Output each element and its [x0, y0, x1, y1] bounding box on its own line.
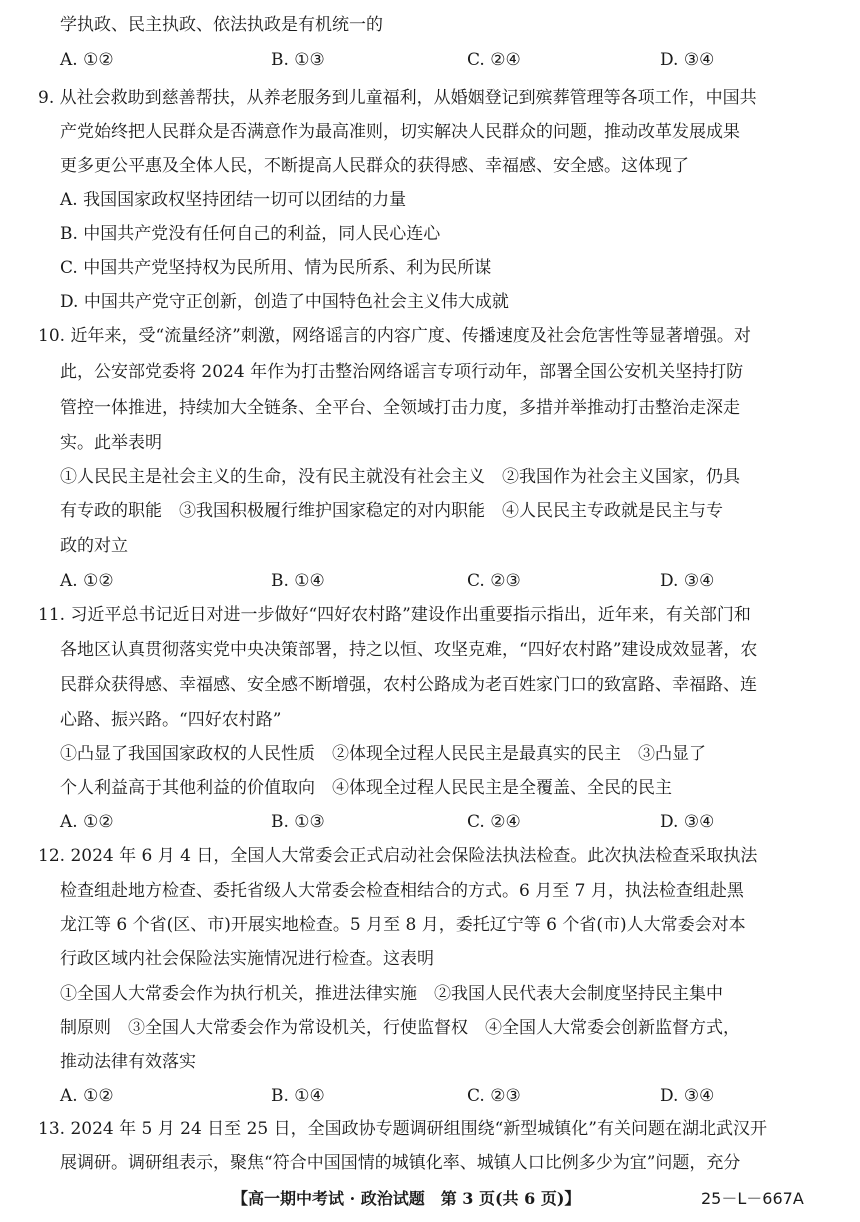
- q9-stem-line: 产党始终把人民群众是否满意作为最高准则，切实解决人民群众的问题，推动改革发展成果: [60, 122, 740, 142]
- q11-option-a: A. ①②: [60, 812, 114, 832]
- q11-statements-line: ①凸显了我国国家政权的人民性质 ②体现全过程人民民主是最真实的民主 ③凸显了: [60, 744, 706, 764]
- q9-choice-a: A. 我国国家政权坚持团结一切可以团结的力量: [60, 190, 407, 210]
- q12-option-d: D. ③④: [660, 1086, 715, 1106]
- q10-stem-line: 管控一体推进，持续加大全链条、全平台、全领域打击力度，多措并举推动打击整治走深走: [60, 398, 740, 418]
- q9-choice-d: D. 中国共产党守正创新，创造了中国特色社会主义伟大成就: [60, 292, 509, 312]
- q11-stem-line: 民群众获得感、幸福感、安全感不断增强，农村公路成为老百姓家门口的致富路、幸福路、连: [60, 675, 757, 695]
- q9-stem-line: 更多更公平惠及全体人民，不断提高人民群众的获得感、幸福感、安全感。这体现了: [60, 156, 689, 176]
- q10-statements-line: 有专政的职能 ③我国积极履行维护国家稳定的对内职能 ④人民民主专政就是民主与专: [60, 501, 723, 521]
- q9-stem-line: 9. 从社会救助到慈善帮扶，从养老服务到儿童福利，从婚姻登记到殡葬管理等各项工作，中国共: [38, 88, 757, 108]
- q12-statements-line: 制原则 ③全国人大常委会作为常设机关，行使监督权 ④全国人大常委会创新监督方式，: [60, 1018, 740, 1038]
- q8-option-c: C. ②④: [467, 50, 521, 70]
- q11-statements-line: 个人利益高于其他利益的价值取向 ④体现全过程人民民主是全覆盖、全民的民主: [60, 778, 672, 798]
- q12-stem-line: 行政区域内社会保险法实施情况进行检查。这表明: [60, 949, 434, 969]
- q10-option-a: A. ①②: [60, 571, 114, 591]
- q10-stem-line: 此，公安部党委将 2024 年作为打击整治网络谣言专项行动年，部署全国公安机关坚持打防: [60, 362, 744, 382]
- q10-stem-line: 实。此举表明: [60, 433, 162, 453]
- q10-option-c: C. ②③: [467, 571, 521, 591]
- q10-option-d: D. ③④: [660, 571, 715, 591]
- q12-option-a: A. ①②: [60, 1086, 114, 1106]
- q12-statements-line: ①全国人大常委会作为执行机关，推进法律实施 ②我国人民代表大会制度坚持民主集中: [60, 984, 723, 1004]
- q12-stem-line: 龙江等 6 个省(区、市)开展实地检查。5 月至 8 月，委托辽宁等 6 个省(市)人大常委会对本: [60, 915, 746, 935]
- q9-choice-c: C. 中国共产党坚持权为民所用、情为民所系、利为民所谋: [60, 258, 492, 278]
- q12-stem-line: 12. 2024 年 6 月 4 日，全国人大常委会正式启动社会保险法执法检查。此次执法检查采取执法: [38, 846, 758, 866]
- q11-option-b: B. ①③: [271, 812, 325, 832]
- q11-stem-line: 心路、振兴路。“四好农村路”: [60, 710, 282, 730]
- q9-choice-b: B. 中国共产党没有任何自己的利益，同人民心连心: [60, 224, 441, 244]
- q10-statements-line: 政的对立: [60, 536, 128, 556]
- q8-option-d: D. ③④: [660, 50, 715, 70]
- q12-stem-line: 检查组赴地方检查、委托省级人大常委会检查相结合的方式。6 月至 7 月，执法检查组赴黑: [60, 881, 744, 901]
- q13-stem-line: 展调研。调研组表示，聚焦“符合中国国情的城镇化率、城镇人口比例多少为宜”问题，充分: [60, 1153, 741, 1173]
- q12-option-c: C. ②③: [467, 1086, 521, 1106]
- q11-option-d: D. ③④: [660, 812, 715, 832]
- q10-statements-line: ①人民民主是社会主义的生命，没有民主就没有社会主义 ②我国作为社会主义国家，仍具: [60, 467, 740, 487]
- q8-option-a: A. ①②: [60, 50, 114, 70]
- q13-stem-line: 13. 2024 年 5 月 24 日至 25 日，全国政协专题调研组围绕“新型城镇化”有关问题在湖北武汉开: [38, 1119, 767, 1139]
- q10-option-b: B. ①④: [271, 571, 325, 591]
- q12-option-b: B. ①④: [271, 1086, 325, 1106]
- q11-stem-line: 11. 习近平总书记近日对进一步做好“四好农村路”建设作出重要指示指出，近年来，有关部门和: [38, 605, 751, 625]
- q8-option-b: B. ①③: [271, 50, 325, 70]
- page-footer-code: 25－L－667A: [701, 1189, 804, 1208]
- q12-statements-line: 推动法律有效落实: [60, 1052, 196, 1072]
- q11-stem-line: 各地区认真贯彻落实党中央决策部署，持之以恒、攻坚克难，“四好农村路”建设成效显著，农: [60, 640, 758, 660]
- q11-option-c: C. ②④: [467, 812, 521, 832]
- q10-stem-line: 10. 近年来，受“流量经济”刺激，网络谣言的内容广度、传播速度及社会危害性等显著增强。对: [38, 326, 751, 346]
- page-footer-title: 【高一期中考试 · 政治试题 第 3 页(共 6 页)】: [232, 1189, 581, 1208]
- q8-tail: 学执政、民主执政、依法执政是有机统一的: [60, 15, 383, 35]
